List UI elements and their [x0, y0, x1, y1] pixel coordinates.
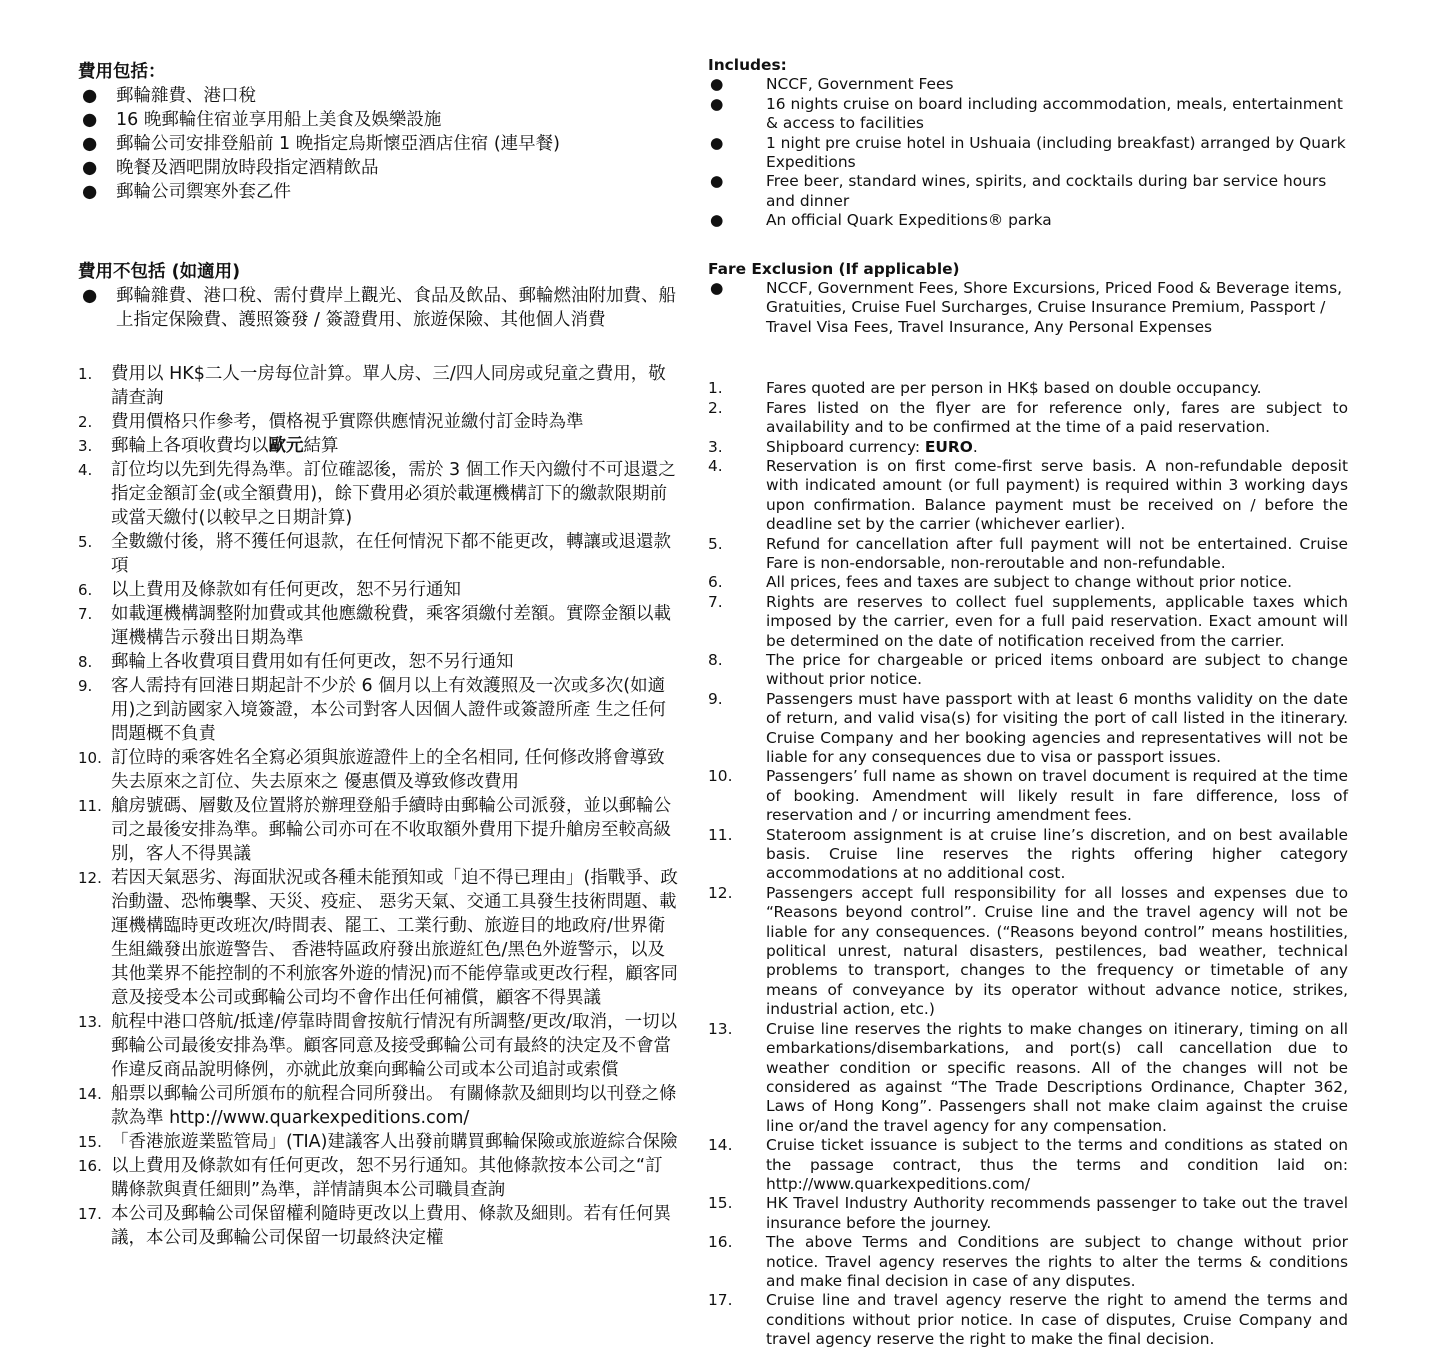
term-item: [78, 578, 680, 602]
list-item: [78, 132, 680, 156]
list-item: [78, 84, 680, 108]
en-terms-list: [708, 379, 1348, 1349]
term-text: Passengers’ full name as shown on travel document is required at the time of booking. Amendment will likely result in fare difference, loss of reservation and / or incurring amendment fees.: [766, 767, 1348, 825]
bullet-icon: ●: [82, 158, 98, 178]
term-number: 17.: [78, 1205, 102, 1223]
bullet-icon: ●: [82, 182, 98, 202]
term-item: [78, 362, 680, 410]
term-number: 13.: [78, 1013, 102, 1031]
term-item: [708, 1020, 1348, 1136]
en-includes-title: Includes:: [708, 56, 787, 74]
term-item: [708, 690, 1348, 768]
bullet-icon: ●: [710, 75, 724, 94]
term-item: [78, 602, 680, 650]
term-text: Shipboard currency:: [766, 437, 925, 456]
term-item: [78, 794, 680, 866]
list-item: [708, 95, 1348, 134]
term-number: 8.: [78, 653, 93, 671]
term-number: 16.: [708, 1233, 733, 1252]
term-item: [78, 1130, 680, 1154]
term-text: 郵輪上各項收費均以: [111, 436, 269, 456]
term-item: [708, 1136, 1348, 1194]
term-number: 6.: [78, 581, 93, 599]
en-includes-list: [708, 75, 1348, 230]
term-text: Passengers must have passport with at least 6 months validity on the date of return, and valid visa(s) for visiting the port of call listed in the itinerary. Cruise Company and her booking agencies and representatives will not be liable for any consequences due to visa or passport issues.: [766, 689, 1348, 766]
term-item: [78, 1010, 680, 1082]
term-item: [78, 674, 680, 746]
list-item-text: 郵輪雜費、港口稅: [116, 86, 256, 106]
term-item: [708, 379, 1348, 398]
term-item: [78, 650, 680, 674]
term-number: 1.: [78, 365, 93, 383]
term-text: 客人需持有回港日期起計不少於 6 個月以上有效護照及一次或多次(如適用)之到訪國家入境簽證，本公司對客人因個人證件或簽證所產 生之任何問題概不負責: [111, 676, 666, 744]
term-text: Cruise line reserves the rights to make changes on itinerary, timing on all embarkations/disembarkations, and port(s) call cancellation due to weather condition or specific reasons. All of the changes will not be considered as against “The Trade Descriptions Ordinance, Chapter 362, Laws of Hong Kong”. Passengers shall not make claim against the cruise line or/and the travel agency for any compensation.: [766, 1019, 1348, 1135]
term-number: 9.: [708, 689, 723, 708]
term-item: [78, 1202, 680, 1250]
term-text-suffix: .: [972, 437, 978, 456]
term-item: [708, 767, 1348, 825]
bullet-icon: ●: [82, 110, 98, 130]
term-text: 全數繳付後，將不獲任何退款，在任何情況下都不能更改，轉讓或退還款項: [111, 532, 671, 576]
english-terms-column: [708, 54, 1348, 1350]
term-item: [708, 593, 1348, 651]
term-text: Fares quoted are per person in HK$ based on double occupancy.: [766, 379, 1262, 398]
list-item: [78, 180, 680, 204]
term-text: 訂位時的乘客姓名全寫必須與旅遊證件上的全名相同, 任何修改將會導致失去原來之訂位、失去原來之 優惠價及導致修改費用: [111, 748, 665, 792]
term-item: [78, 746, 680, 794]
term-item: [78, 866, 680, 1010]
term-text: HK Travel Industry Authority recommends passenger to take out the travel insurance before the journey.: [766, 1194, 1348, 1232]
zh-excludes-title: 費用不包括 (如適用): [78, 262, 241, 282]
term-text: 費用價格只作參考，價格視乎實際供應情況並繳付訂金時為準: [111, 412, 584, 432]
term-text: 郵輪上各收費項目費用如有任何更改，恕不另行通知: [111, 652, 514, 672]
term-item: [708, 399, 1348, 438]
term-text: 船票以郵輪公司所頒布的航程合同所發出。 有關條款及細則均以刊登之條款為準 http://www.quarkexpeditions.com/: [111, 1084, 677, 1128]
term-text: 若因天氣惡劣、海面狀況或各種未能預知或「迫不得已理由」(指戰爭、政治動盪、恐怖襲擊、天災、疫症、 惡劣天氣、交通工具發生技術問題、載運機構臨時更改班次/時間表、罷工、工業行動、旅遊目的地政府/世界衛生組織發出旅遊警告、 香港特區政府發出旅遊紅色/黑色外遊警示，以及其他業界不能控制的不利旅客外遊的情況)而不能停靠或更改行程，顧客同意及接受本公司或郵輪公司均不會作出任何補償，顧客不得異議: [111, 868, 678, 1008]
term-number: 7.: [708, 592, 723, 611]
en-excludes-list: [708, 279, 1348, 337]
term-number: 7.: [78, 605, 93, 623]
term-number: 5.: [78, 533, 93, 551]
bullet-icon: ●: [710, 172, 724, 191]
list-item-text: 16 晚郵輪住宿並享用船上美食及娛樂設施: [116, 110, 442, 130]
term-number: 6.: [708, 573, 723, 592]
term-number: 15.: [78, 1133, 102, 1151]
term-item: [708, 457, 1348, 535]
term-text: 以上費用及條款如有任何更改，恕不另行通知。其他條款按本公司之“訂購條款與責任細則”為準，詳情請與本公司職員查詢: [111, 1156, 663, 1200]
bullet-icon: ●: [710, 279, 724, 298]
term-number: 5.: [708, 534, 723, 553]
currency-highlight: EURO: [924, 437, 973, 456]
term-number: 3.: [708, 437, 723, 456]
bullet-icon: ●: [82, 286, 98, 306]
term-text: Passengers accept full responsibility for all losses and expenses due to “Reasons beyond control”. Cruise line and the travel agency will not be liable for any consequences. (“Reasons beyond control” means hostilities, political unrest, natural disasters, pestilences, bad weather, technical problems to transport, changes to the frequency or timetable of any means of conveyance by its operator without advance notice, strikes, industrial action, etc.): [766, 883, 1348, 1019]
term-text: Cruise ticket issuance is subject to the terms and conditions as stated on the passage contract, thus the terms and condition laid on: http://www.quarkexpeditions.com/: [766, 1136, 1348, 1193]
term-item: [708, 1291, 1348, 1349]
term-number: 2.: [78, 413, 93, 431]
term-item: [78, 434, 680, 458]
list-item: [78, 284, 680, 332]
term-number: 10.: [708, 767, 733, 786]
term-number: 14.: [708, 1136, 733, 1155]
term-item: [78, 1082, 680, 1130]
term-number: 11.: [708, 825, 733, 844]
term-number: 14.: [78, 1085, 102, 1103]
currency-highlight: 歐元: [268, 436, 304, 456]
term-number: 3.: [78, 437, 93, 455]
term-text: Cruise line and travel agency reserve the right to amend the terms and conditions without prior notice. In case of disputes, Cruise Company and travel agency reserve the right to make the final decision.: [766, 1291, 1348, 1349]
bullet-icon: ●: [82, 86, 98, 106]
term-number: 17.: [708, 1291, 733, 1310]
list-item: [708, 75, 1348, 94]
term-text: 航程中港口啓航/抵達/停靠時間會按航行情況有所調整/更改/取消，一切以郵輪公司最後安排為準。顧客同意及接受郵輪公司有最終的決定及不會當作違反商品說明條例，亦就此放棄向郵輪公司或本公司追討或索償: [111, 1012, 678, 1080]
term-item: [708, 884, 1348, 1020]
term-text: 費用以 HK$二人一房每位計算。單人房、三/四人同房或兒童之費用，敬請查詢: [111, 364, 666, 408]
zh-terms-list: [78, 362, 680, 1250]
term-number: 12.: [708, 883, 733, 902]
term-item: [78, 410, 680, 434]
list-item: [708, 211, 1348, 230]
term-item: [708, 573, 1348, 592]
term-text: Reservation is on first come-first serve basis. A non-refundable deposit with indicated amount (or full payment) is required within 3 working days upon confirmation. Balance payment must be received on / before the deadline set by the carrier (whichever earlier).: [766, 456, 1348, 534]
term-item: [708, 1194, 1348, 1233]
bullet-icon: ●: [710, 211, 724, 230]
en-excludes-title: Fare Exclusion (If applicable): [708, 259, 960, 278]
term-text: Refund for cancellation after full payment will not be entertained. Cruise Fare is non-endorsable, non-reroutable and non-refundable.: [766, 534, 1348, 572]
term-item: [708, 1233, 1348, 1291]
term-text: The price for chargeable or priced items onboard are subject to change without prior notice.: [766, 650, 1348, 689]
term-text-suffix: 結算: [303, 436, 339, 456]
zh-includes-list: [78, 84, 680, 204]
bullet-icon: ●: [710, 94, 724, 113]
list-item-text: NCCF, Government Fees, Shore Excursions, Priced Food & Beverage items, Gratuities, Cruise Fuel Surcharges, Cruise Insurance Premium, Passport / Travel Visa Fees, Travel Insurance, Any Personal Expenses: [766, 279, 1343, 336]
term-text: 訂位均以先到先得為準。訂位確認後，需於 3 個工作天內繳付不可退還之指定金額訂金(或全額費用)，餘下費用必須於載運機構訂下的繳款限期前或當天繳付(以較早之日期計算): [111, 460, 676, 528]
term-number: 2.: [708, 398, 723, 417]
term-text: 以上費用及條款如有任何更改，恕不另行通知: [111, 580, 461, 600]
term-number: 15.: [708, 1194, 733, 1213]
zh-excludes-list: [78, 284, 680, 332]
list-item: [78, 108, 680, 132]
term-number: 8.: [708, 650, 723, 669]
term-item: [78, 530, 680, 578]
term-text: Fares listed on the flyer are for reference only, fares are subject to availability and to be confirmed at the time of a paid reservation.: [766, 398, 1348, 437]
chinese-terms-column: [78, 54, 680, 1250]
term-number: 11.: [78, 797, 102, 815]
term-item: [708, 826, 1348, 884]
list-item: [708, 134, 1348, 173]
list-item-text: NCCF, Government Fees: [766, 75, 954, 94]
term-number: 12.: [78, 869, 102, 887]
term-number: 4.: [78, 461, 93, 479]
term-number: 16.: [78, 1157, 102, 1175]
bullet-icon: ●: [82, 134, 98, 154]
list-item-text: 1 night pre cruise hotel in Ushuaia (including breakfast) arranged by Quark Expeditions: [766, 133, 1346, 172]
term-number: 13.: [708, 1019, 733, 1038]
list-item-text: 郵輪公司禦寒外套乙件: [116, 182, 291, 202]
list-item-text: Free beer, standard wines, spirits, and cocktails during bar service hours and dinner: [766, 172, 1327, 210]
term-item: [78, 458, 680, 530]
list-item: [78, 156, 680, 180]
term-text: Rights are reserves to collect fuel supplements, applicable taxes which imposed by the carrier, even for a full paid reservation. Exact amount will be determined on the date of notification received from the carrier.: [766, 592, 1348, 650]
list-item: [708, 279, 1348, 337]
term-text: All prices, fees and taxes are subject to change without prior notice.: [766, 573, 1293, 592]
term-number: 10.: [78, 749, 102, 767]
term-number: 4.: [708, 456, 723, 475]
list-item-text: An official Quark Expeditions® parka: [766, 211, 1052, 230]
list-item-text: 16 nights cruise on board including accommodation, meals, entertainment & access to facilities: [766, 94, 1343, 133]
list-item-text: 郵輪雜費、港口稅、需付費岸上觀光、食品及飲品、郵輪燃油附加費、船上指定保險費、護照簽發 / 簽證費用、旅遊保險、其他個人消費: [116, 286, 676, 330]
list-item: [708, 172, 1348, 211]
term-item: [78, 1154, 680, 1202]
term-item: [708, 651, 1348, 690]
term-text: Stateroom assignment is at cruise line’s discretion, and on best available basis. Cruise line reserves the rights offering higher category accommodations at no additional cost.: [766, 825, 1348, 883]
term-item: [708, 438, 1348, 457]
term-text: 如載運機構調整附加費或其他應繳稅費，乘客須繳付差額。實際金額以載運機構告示發出日期為準: [111, 604, 671, 648]
term-text: 艙房號碼、層數及位置將於辦理登船手續時由郵輪公司派發，並以郵輪公司之最後安排為準。郵輪公司亦可在不收取額外費用下提升艙房至較高級別，客人不得異議: [111, 796, 671, 864]
bullet-icon: ●: [710, 133, 724, 152]
term-text: 本公司及郵輪公司保留權利隨時更改以上費用、條款及細則。若有任何異議，本公司及郵輪公司保留一切最終決定權: [111, 1204, 671, 1248]
list-item-text: 晚餐及酒吧開放時段指定酒精飲品: [116, 158, 379, 178]
term-number: 1.: [708, 379, 723, 398]
list-item-text: 郵輪公司安排登船前 1 晚指定烏斯懷亞酒店住宿 (連早餐): [116, 134, 560, 154]
term-item: [708, 535, 1348, 574]
term-text: The above Terms and Conditions are subject to change without prior notice. Travel agency reserves the rights to alter the terms & conditions and make final decision in case of any disputes.: [766, 1233, 1348, 1290]
term-number: 9.: [78, 677, 93, 695]
zh-includes-title: 費用包括：: [78, 62, 166, 82]
term-text: 「香港旅遊業監管局」(TIA)建議客人出發前購買郵輪保險或旅遊綜合保險: [111, 1132, 678, 1152]
